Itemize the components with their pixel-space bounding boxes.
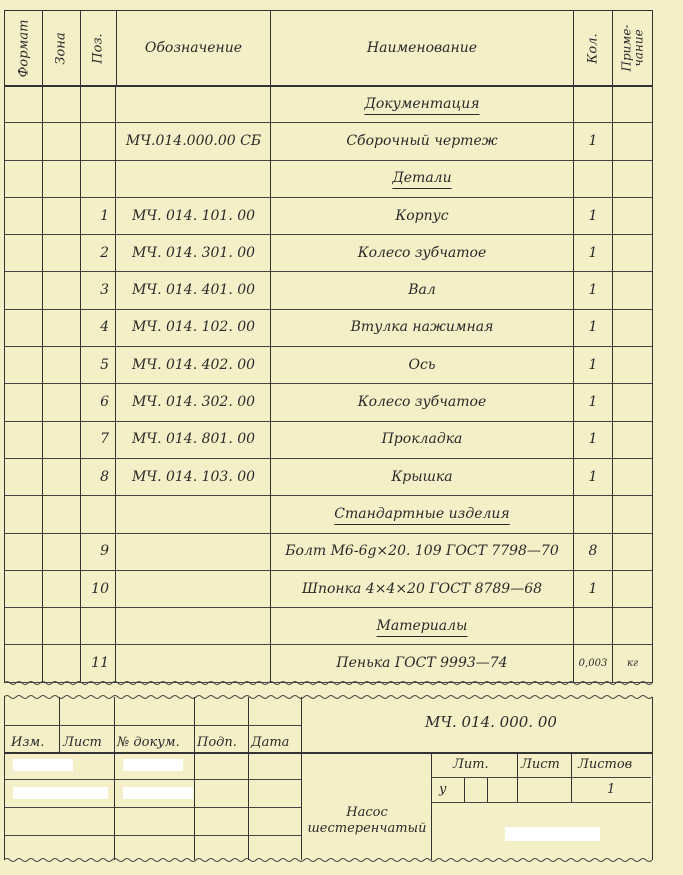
des-text: МЧ. 014. 401. 00: [131, 282, 256, 299]
cell-des: [117, 533, 271, 570]
cell-empty: [43, 85, 81, 122]
cell-note: [613, 458, 652, 495]
cell-empty: [43, 346, 81, 383]
cell-empty: [5, 383, 43, 420]
cell-name: [271, 607, 574, 644]
table-row: [5, 533, 652, 571]
header-note: Приме-чание: [619, 24, 646, 72]
cell-empty: [43, 495, 81, 532]
cell-name: [271, 570, 574, 607]
cell-empty: [43, 533, 81, 570]
cell-note: [613, 197, 652, 234]
qty-text: 1: [588, 207, 598, 224]
name-text: Стандартные изделия: [334, 505, 510, 522]
cell-empty: [43, 160, 81, 197]
header-zone: Зона: [54, 31, 69, 65]
des-text: МЧ. 014. 302. 00: [131, 394, 256, 411]
cell-pos: [81, 85, 116, 122]
table-row: [5, 234, 652, 272]
cell-empty: [5, 533, 43, 570]
des-text: МЧ. 014. 101. 00: [131, 207, 256, 224]
cell-empty: [5, 346, 43, 383]
cell-empty: [5, 122, 43, 159]
cell-qty: [574, 533, 613, 570]
cell-pos: [81, 645, 116, 682]
cell-pos: [81, 122, 116, 159]
cell-name: [271, 309, 574, 346]
cell-name: [271, 383, 574, 420]
doc-no-label: № докум.: [117, 735, 180, 750]
stamp-designation: МЧ. 014. 000. 00: [425, 713, 557, 731]
cell-pos: [81, 570, 116, 607]
cell-empty: [5, 160, 43, 197]
cell-empty: [5, 607, 43, 644]
title-block: [4, 697, 653, 860]
sheets-value: 1: [607, 782, 616, 797]
des-text: МЧ. 014. 102. 00: [131, 319, 256, 336]
cell-qty: [574, 495, 613, 532]
name-text: Крышка: [391, 468, 453, 485]
pos-text: 6: [100, 394, 109, 411]
name-text: Колесо зубчатое: [357, 394, 487, 411]
header-pos: Поз.: [90, 32, 106, 64]
cell-name: [271, 458, 574, 495]
date-label: Дата: [251, 735, 290, 750]
cell-empty: [5, 272, 43, 309]
cell-qty: [574, 234, 613, 271]
table-row: [5, 122, 652, 160]
name-text: Шпонка 4×4×20 ГОСТ 8789—68: [301, 580, 543, 597]
cell-note: [613, 607, 652, 644]
cell-empty: [5, 645, 43, 682]
specification-table: [4, 10, 653, 683]
name-text: Пенька ГОСТ 9993—74: [336, 655, 508, 672]
name-text: Документация: [364, 95, 480, 112]
cell-note: [613, 309, 652, 346]
cell-qty: [574, 458, 613, 495]
name-text: Сборочный чертеж: [346, 132, 498, 149]
qty-text: 1: [588, 394, 598, 411]
cell-empty: [5, 85, 43, 122]
cell-empty: [5, 458, 43, 495]
pos-text: 3: [100, 282, 109, 299]
cell-note: [613, 533, 652, 570]
cell-qty: [574, 309, 613, 346]
table-row: [5, 383, 652, 421]
cell-qty: [574, 122, 613, 159]
cell-qty: [574, 383, 613, 420]
cell-des: [117, 495, 271, 532]
cell-empty: [5, 570, 43, 607]
qty-text: 8: [588, 543, 598, 560]
cell-pos: [81, 346, 116, 383]
cell-des: [117, 421, 271, 458]
table-row: [5, 197, 652, 235]
cell-pos: [81, 197, 116, 234]
cell-des: [117, 197, 271, 234]
cell-name: [271, 122, 574, 159]
izm-label: Изм.: [11, 735, 45, 750]
cell-note: [613, 346, 652, 383]
cell-pos: [81, 383, 116, 420]
section-row: [5, 495, 652, 533]
stamp-title: Насос шестеренчатый: [307, 805, 427, 836]
section-row: [5, 607, 652, 645]
qty-text: 1: [588, 356, 598, 373]
section-row: [5, 160, 652, 198]
cell-des: [117, 645, 271, 682]
cell-qty: [574, 645, 613, 682]
cell-note: [613, 495, 652, 532]
cell-pos: [81, 607, 116, 644]
table-row: [5, 458, 652, 496]
name-text: Материалы: [376, 617, 468, 634]
qty-text: 0,003: [578, 657, 608, 669]
cell-empty: [43, 309, 81, 346]
cell-note: [613, 421, 652, 458]
pos-text: 8: [100, 468, 109, 485]
des-text: МЧ. 014. 402. 00: [131, 356, 256, 373]
cell-qty: [574, 346, 613, 383]
cell-pos: [81, 272, 116, 309]
cell-name: [271, 495, 574, 532]
cell-note: [613, 383, 652, 420]
sign-label: Подп.: [197, 735, 237, 750]
cell-name: [271, 533, 574, 570]
header-designation: Обозначение: [117, 11, 271, 85]
qty-text: 1: [588, 431, 598, 448]
cell-pos: [81, 458, 116, 495]
cell-name: [271, 234, 574, 271]
cell-qty: [574, 607, 613, 644]
cell-qty: [574, 85, 613, 122]
pos-text: 11: [91, 655, 109, 672]
table-header: [5, 11, 652, 87]
cell-des: [117, 383, 271, 420]
cell-note: [613, 645, 652, 682]
cell-note: [613, 272, 652, 309]
cell-name: [271, 197, 574, 234]
cell-qty: [574, 160, 613, 197]
list-label: Лист: [63, 735, 102, 750]
cell-empty: [43, 234, 81, 271]
cell-empty: [5, 197, 43, 234]
table-row: [5, 645, 652, 683]
cell-des: [117, 85, 271, 122]
cell-pos: [81, 495, 116, 532]
pos-text: 2: [100, 244, 109, 261]
cell-empty: [5, 234, 43, 271]
cell-des: [117, 458, 271, 495]
name-text: Болт М6-6g×20. 109 ГОСТ 7798—70: [285, 543, 559, 560]
header-format: Формат: [16, 19, 32, 77]
name-text: Детали: [392, 170, 452, 187]
cut-line: [4, 680, 652, 686]
section-row: [5, 85, 652, 123]
des-text: МЧ. 014. 301. 00: [131, 244, 256, 261]
sheets-label: Листов: [578, 757, 633, 772]
cell-pos: [81, 309, 116, 346]
pos-text: 5: [100, 356, 109, 373]
cell-name: [271, 272, 574, 309]
qty-text: 1: [588, 580, 598, 597]
table-row: [5, 346, 652, 384]
cell-des: [117, 346, 271, 383]
cell-name: [271, 421, 574, 458]
cell-pos: [81, 421, 116, 458]
lit-label: Лит.: [453, 757, 489, 772]
cell-qty: [574, 272, 613, 309]
cell-des: [117, 234, 271, 271]
name-text: Ось: [408, 356, 436, 373]
table-row: [5, 309, 652, 347]
cell-empty: [43, 383, 81, 420]
cell-note: [613, 160, 652, 197]
cell-name: [271, 645, 574, 682]
table-row: [5, 272, 652, 310]
sheet-label: Лист: [521, 757, 560, 772]
cell-des: [117, 309, 271, 346]
pos-text: 7: [100, 431, 109, 448]
des-text: МЧ. 014. 801. 00: [131, 431, 256, 448]
cell-qty: [574, 197, 613, 234]
cell-des: [117, 122, 271, 159]
cell-empty: [5, 421, 43, 458]
cell-empty: [43, 272, 81, 309]
cell-empty: [43, 122, 81, 159]
qty-text: 1: [588, 132, 598, 149]
cell-note: [613, 570, 652, 607]
cell-des: [117, 607, 271, 644]
cell-note: [613, 122, 652, 159]
cell-name: [271, 160, 574, 197]
cell-empty: [43, 570, 81, 607]
name-text: Колесо зубчатое: [357, 244, 487, 261]
cell-pos: [81, 160, 116, 197]
qty-text: 1: [588, 319, 598, 336]
table-row: [5, 570, 652, 608]
name-text: Прокладка: [381, 431, 463, 448]
qty-text: 1: [588, 244, 598, 261]
pos-text: 4: [100, 319, 109, 336]
qty-text: 1: [588, 282, 598, 299]
cell-qty: [574, 570, 613, 607]
cell-des: [117, 272, 271, 309]
cell-empty: [43, 458, 81, 495]
qty-text: 1: [588, 468, 598, 485]
cell-empty: [5, 495, 43, 532]
lit-value: у: [439, 782, 447, 797]
name-text: Корпус: [395, 207, 449, 224]
cell-empty: [43, 421, 81, 458]
cell-note: [613, 85, 652, 122]
cell-empty: [5, 309, 43, 346]
pos-text: 10: [91, 580, 109, 597]
cell-qty: [574, 421, 613, 458]
name-text: Вал: [408, 282, 436, 299]
cell-empty: [43, 197, 81, 234]
des-text: МЧ. 014. 103. 00: [131, 468, 256, 485]
cell-pos: [81, 533, 116, 570]
pos-text: 9: [100, 543, 109, 560]
cell-empty: [43, 645, 81, 682]
cell-pos: [81, 234, 116, 271]
note-text: кг: [626, 657, 639, 669]
cell-name: [271, 346, 574, 383]
pos-text: 1: [100, 207, 109, 224]
cell-name: [271, 85, 574, 122]
header-qty: Кол.: [585, 32, 601, 64]
table-row: [5, 421, 652, 459]
cell-des: [117, 570, 271, 607]
name-text: Втулка нажимная: [350, 319, 494, 336]
cell-empty: [43, 607, 81, 644]
header-name: Наименование: [271, 11, 574, 85]
des-text: МЧ.014.000.00 СБ: [125, 132, 262, 149]
cell-des: [117, 160, 271, 197]
cell-note: [613, 234, 652, 271]
